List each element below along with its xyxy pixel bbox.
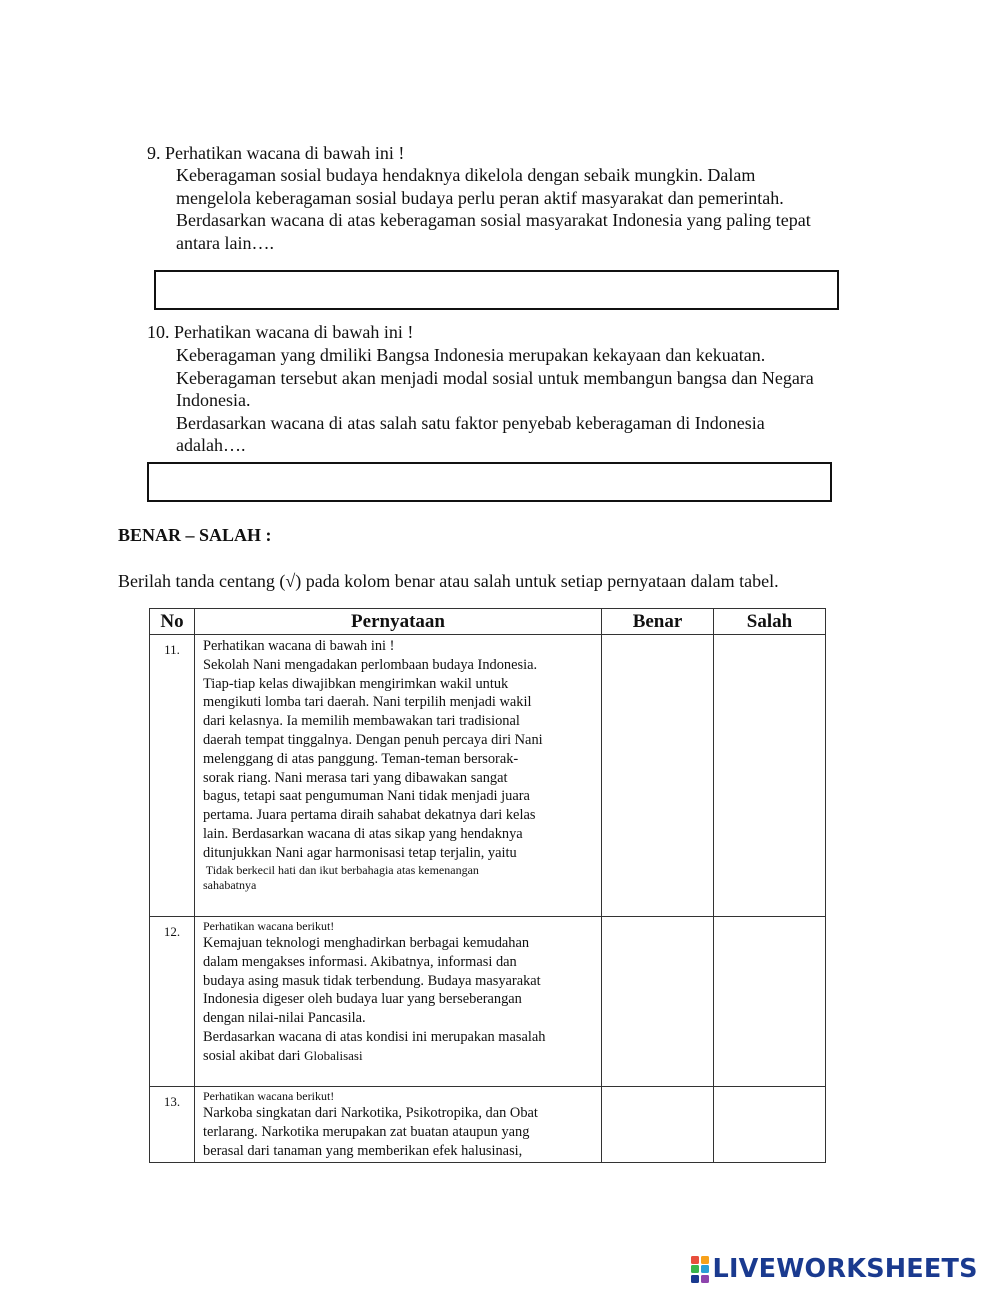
true-checkbox-cell[interactable] xyxy=(602,917,714,1087)
statement-answer-line: Tidak berkecil hati dan ikut berbahagia atas kemenangan xyxy=(203,862,479,877)
question-10-text: Indonesia. xyxy=(176,390,251,410)
true-false-table xyxy=(149,608,826,1163)
table-header-row xyxy=(150,609,826,635)
logo-block xyxy=(701,1265,709,1273)
statement-cell xyxy=(195,917,602,1087)
header-no: No xyxy=(150,609,195,635)
question-9-text: Berdasarkan wacana di atas keberagaman sosial masyarakat Indonesia yang paling tepat xyxy=(176,210,811,230)
false-checkbox-cell[interactable] xyxy=(714,1087,826,1163)
question-9-title: 9. Perhatikan wacana di bawah ini ! xyxy=(147,143,405,163)
statement-line: ditunjukkan Nani agar harmonisasi tetap terjalin, yaitu xyxy=(203,844,517,861)
statement-line: terlarang. Narkotika merupakan zat buatan ataupun yang xyxy=(203,1123,530,1140)
statement-line: Sekolah Nani mengadakan perlombaan budaya Indonesia. xyxy=(203,656,538,673)
logo-block xyxy=(691,1275,699,1283)
answer-input-10[interactable] xyxy=(147,462,832,502)
header-true: Benar xyxy=(602,609,714,635)
table-row xyxy=(150,635,826,917)
statement-cell xyxy=(195,635,602,917)
statement-line: budaya asing masuk tidak terbendung. Budaya masyarakat xyxy=(203,972,541,989)
statement-cell xyxy=(195,1087,602,1163)
statement-line xyxy=(203,1047,595,1066)
statement-line: mengikuti lomba tari daerah. Nani terpilih menjadi wakil xyxy=(203,694,532,711)
statement-line: Perhatikan wacana berikut! xyxy=(203,919,335,933)
false-checkbox-cell[interactable] xyxy=(714,917,826,1087)
header-false: Salah xyxy=(714,609,826,635)
logo-text: LIVEWORKSHEETS xyxy=(712,1254,978,1284)
section-heading: BENAR – SALAH : xyxy=(118,525,272,545)
liveworksheets-logo xyxy=(691,1254,978,1284)
logo-blocks-icon xyxy=(691,1256,709,1283)
statement-line: dengan nilai-nilai Pancasila. xyxy=(203,1010,366,1027)
statement-answer-line: sahabatnya xyxy=(203,877,257,892)
question-10-text: Keberagaman tersebut akan menjadi modal sosial untuk membangun bangsa dan Negara xyxy=(176,368,814,388)
statement-line: lain. Berdasarkan wacana di atas sikap yang hendaknya xyxy=(203,825,523,842)
statement-line: Berdasarkan wacana di atas kondisi ini merupakan masalah xyxy=(203,1028,546,1045)
row-number: 12. xyxy=(150,917,195,1087)
statement-line: daerah tempat tinggalnya. Dengan penuh percaya diri Nani xyxy=(203,731,543,748)
question-9-text: antara lain…. xyxy=(176,233,274,253)
statement-line: Perhatikan wacana berikut! xyxy=(203,1089,335,1103)
statement-line: Narkoba singkatan dari Narkotika, Psikotropika, dan Obat xyxy=(203,1105,538,1121)
instruction-text: Berilah tanda centang (√) pada kolom benar atau salah untuk setiap pernyataan dalam tabel. xyxy=(118,571,779,591)
answer-input-9[interactable] xyxy=(154,270,839,310)
statement-line: berasal dari tanaman yang memberikan efek halusinasi, xyxy=(203,1142,523,1159)
statement-line: melenggang di atas panggung. Teman-teman bersorak- xyxy=(203,750,519,767)
true-checkbox-cell[interactable] xyxy=(602,635,714,917)
table-row xyxy=(150,917,826,1087)
statement-line: sorak riang. Nani merasa tari yang dibawakan sangat xyxy=(203,769,508,786)
statement-line: Kemajuan teknologi menghadirkan berbagai kemudahan xyxy=(203,935,530,951)
question-9-text: Keberagaman sosial budaya hendaknya dikelola dengan sebaik mungkin. Dalam xyxy=(176,165,756,185)
statement-line: dalam mengakses informasi. Akibatnya, informasi dan xyxy=(203,953,517,970)
logo-block xyxy=(701,1275,709,1283)
logo-block xyxy=(701,1256,709,1264)
question-10-text: Berdasarkan wacana di atas salah satu faktor penyebab keberagaman di Indonesia xyxy=(176,413,765,433)
statement-line: pertama. Juara pertama diraih sahabat dekatnya dari kelas xyxy=(203,807,536,824)
statement-text: sosial akibat dari xyxy=(203,1047,305,1064)
question-10-text: Keberagaman yang dmiliki Bangsa Indonesia merupakan kekayaan dan kekuatan. xyxy=(176,345,766,365)
logo-block xyxy=(691,1256,699,1264)
question-9-text: mengelola keberagaman sosial budaya perlu peran aktif masyarakat dan pemerintah. xyxy=(176,188,784,208)
row-number: 11. xyxy=(150,635,195,917)
statement-line: Perhatikan wacana di bawah ini ! xyxy=(203,638,395,654)
statement-line: dari kelasnya. Ia memilih membawakan tari tradisional xyxy=(203,713,520,730)
statement-line: Indonesia digeser oleh budaya luar yang berseberangan xyxy=(203,991,522,1008)
logo-block xyxy=(691,1265,699,1273)
false-checkbox-cell[interactable] xyxy=(714,635,826,917)
table-row xyxy=(150,1087,826,1163)
statement-answer: Globalisasi xyxy=(304,1047,363,1063)
question-10-text: adalah…. xyxy=(176,435,246,455)
statement-line: bagus, tetapi saat pengumuman Nani tidak menjadi juara xyxy=(203,788,530,805)
question-10-title: 10. Perhatikan wacana di bawah ini ! xyxy=(147,322,414,342)
true-checkbox-cell[interactable] xyxy=(602,1087,714,1163)
header-statement: Pernyataan xyxy=(195,609,602,635)
statement-line: Tiap-tiap kelas diwajibkan mengirimkan wakil untuk xyxy=(203,675,509,692)
row-number: 13. xyxy=(150,1087,195,1163)
